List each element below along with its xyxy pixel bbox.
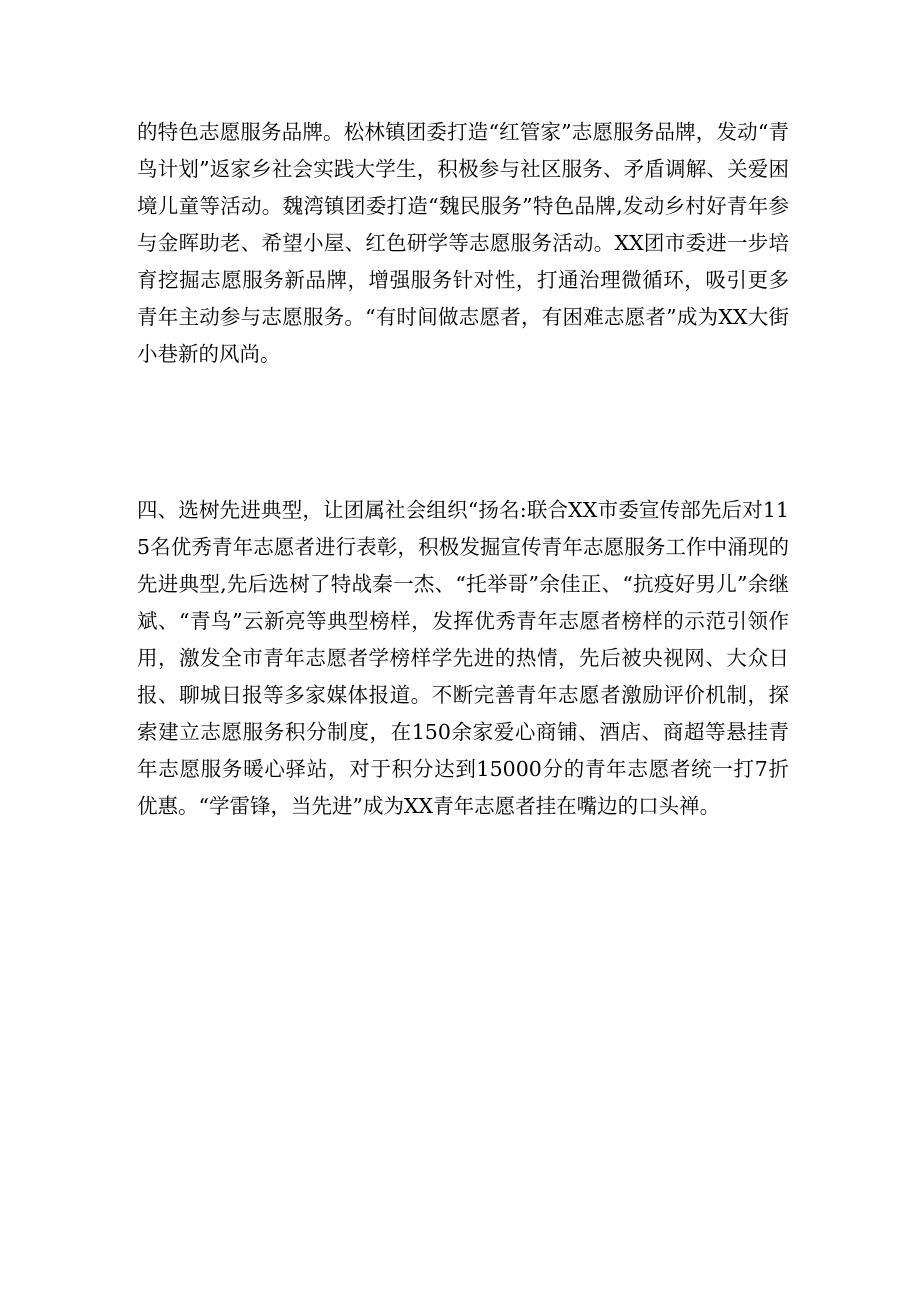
paragraph-volunteer-brands: 的特色志愿服务品牌。松林镇团委打造“红管家”志愿服务品牌，发动“青鸟计划”返家乡社会实践大学生，积极参与社区服务、矛盾调解、关爱困境儿童等活动。魏湾镇团委打造“魏民服务”特色品牌,发动乡村好青年参与金晖助老、希望小屋、红色研学等志愿服务活动。XX团市委进一步培育挖掘志愿服务新品牌，增强服务针对性，打通治理微循环，吸引更多青年主动参与志愿服务。“有时间做志愿者，有困难志愿者”成为XX大街小巷新的风尚。 <box>137 120 789 366</box>
paragraph-section-four: 四、选树先进典型，让团属社会组织“扬名:联合XX市委宣传部先后对115名优秀青年志愿者进行表彰，积极发掘宣传青年志愿服务工作中涌现的先进典型,先后选树了特战秦一杰、“托举哥”余佳正、“抗疫好男儿”余继斌、“青鸟”云新亮等典型榜样，发挥优秀青年志愿者榜样的示范引领作用，激发全市青年志愿者学榜样学先进的热情，先后被央视网、大众日报、聊城日报等多家媒体报道。不断完善青年志愿者激励评价机制，探索建立志愿服务积分制度，在150余家爱心商铺、酒店、商超等悬挂青年志愿服务暖心驿站，对于积分达到15000分的青年志愿者统一打7折优惠。“学雷锋，当先进”成为XX青年志愿者挂在嘴边的口头禅。 <box>137 498 789 818</box>
